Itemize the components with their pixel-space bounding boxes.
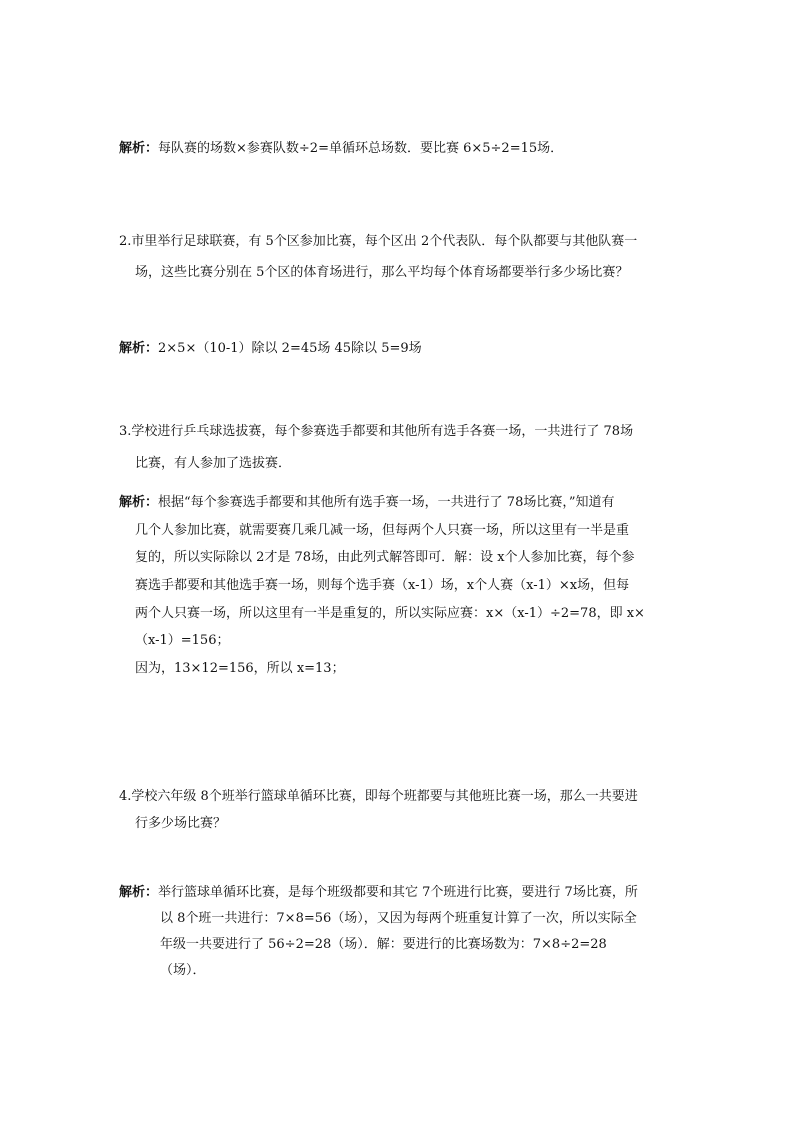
analysis-3-line-6: （x-1）=156； <box>135 633 230 648</box>
analysis-4-line-2: 以 8个班一共进行：7×8=56（场），又因为每两个班重复计算了一次，所以实际全 <box>160 911 637 926</box>
analysis-2-text: 2×5×（10-1）除以 2=45场 45除以 5=9场 <box>158 341 422 356</box>
analysis-1 <box>119 140 563 158</box>
analysis-3-line-5: 两个人只赛一场，所以这里有一半是重复的，所以实际应赛：x×（x-1）÷2=78，即 x× <box>135 606 645 621</box>
analysis-3-line-1 <box>119 494 614 512</box>
question-2-line-2: 场，这些比赛分别在 5个区的体育场进行，那么平均每个体育场都要举行多少场比赛？ <box>135 265 629 280</box>
analysis-3-line-2: 几个人参加比赛，就需要赛几乘几减一场，但每两个人只赛一场，所以这里有一半是重 <box>135 523 630 538</box>
analysis-3-text-1: 根据“每个参赛选手都要和其他所有选手赛一场，一共进行了 78场比赛，”知道有 <box>158 495 615 510</box>
analysis-3-line-4: 赛选手都要和其他选手赛一场，则每个选手赛（x-1）场，x个人赛（x-1）×x场，但每 <box>135 578 630 593</box>
analysis-4-line-3: 年级一共要进行了 56÷2=28（场）．解：要进行的比赛场数为：7×8÷2=28 <box>160 937 607 952</box>
analysis-label: 解析： <box>119 341 159 356</box>
analysis-3-line-7: 因为，13×12=156，所以 x=13； <box>135 661 345 676</box>
question-3-line-2: 比赛，有人参加了选拔赛． <box>135 456 292 471</box>
question-4-line-2: 行多少场比赛？ <box>135 816 227 831</box>
question-3-line-1: 3.学校进行乒乓球选拔赛，每个参赛选手都要和其他所有选手各赛一场，一共进行了 78场 <box>119 424 634 439</box>
question-2-line-1: 2.市里举行足球联赛，有 5个区参加比赛，每个区出 2个代表队．每个队都要与其他队赛一 <box>119 234 638 249</box>
analysis-4-text-1: 举行篮球单循环比赛，是每个班级都要和其它 7个班进行比赛，要进行 7场比赛，所 <box>158 885 638 900</box>
analysis-label: 解析： <box>119 141 159 156</box>
analysis-2 <box>119 340 422 358</box>
analysis-4-line-1 <box>119 884 638 902</box>
analysis-4-line-4: （场）． <box>160 963 206 978</box>
analysis-label: 解析： <box>119 495 159 510</box>
analysis-3-line-3: 复的，所以实际除以 2才是 78场，由此列式解答即可．解：设 x个人参加比赛，每个参 <box>135 550 635 565</box>
question-4-line-1: 4.学校六年级 8个班举行篮球单循环比赛，即每个班都要与其他班比赛一场，那么一共要进 <box>119 789 638 804</box>
analysis-1-text: 每队赛的场数×参赛队数÷2=单循环总场数．要比赛 6×5÷2=15场． <box>158 141 564 156</box>
analysis-label: 解析： <box>119 885 159 900</box>
